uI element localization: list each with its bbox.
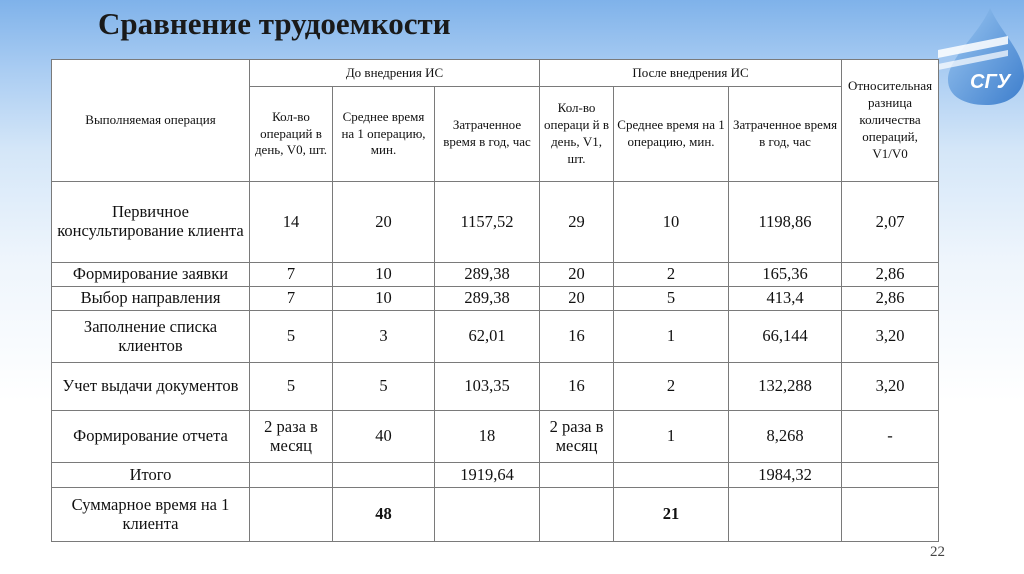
row-t0: 10 (333, 287, 435, 311)
summary-t1: 21 (614, 488, 729, 542)
row-rel: 3,20 (842, 311, 939, 363)
total-empty-cell (250, 463, 333, 488)
row-y1: 165,36 (729, 263, 842, 287)
summary-t0: 48 (333, 488, 435, 542)
summary-empty-cell (842, 488, 939, 542)
row-v1: 16 (540, 363, 614, 411)
row-t1: 2 (614, 363, 729, 411)
row-t0: 5 (333, 363, 435, 411)
row-t0: 40 (333, 411, 435, 463)
row-t0: 3 (333, 311, 435, 363)
header-v0: Кол-во операций в день, V0, шт. (250, 87, 333, 182)
row-v1: 2 раза в месяц (540, 411, 614, 463)
summary-empty-cell (435, 488, 540, 542)
header-relative-diff: Относительная разница количества операций, V1/V0 (842, 60, 939, 182)
table-row (52, 287, 939, 311)
row-t1: 1 (614, 311, 729, 363)
row-v0: 5 (250, 311, 333, 363)
total-y1: 1984,32 (729, 463, 842, 488)
row-y0: 289,38 (435, 287, 540, 311)
summary-empty-cell (250, 488, 333, 542)
slide-title: Сравнение трудоемкости (98, 6, 451, 41)
row-v0: 2 раза в месяц (250, 411, 333, 463)
university-logo (930, 6, 1024, 106)
table-row (52, 363, 939, 411)
labor-comparison-table (51, 59, 939, 542)
row-v0: 7 (250, 263, 333, 287)
table-row (52, 263, 939, 287)
table-row (52, 411, 939, 463)
logo-text: СГУ (970, 71, 1011, 93)
row-v1: 20 (540, 263, 614, 287)
row-rel: 2,86 (842, 263, 939, 287)
row-t1: 1 (614, 411, 729, 463)
row-name: Формирование отчета (52, 411, 250, 463)
row-t0: 10 (333, 263, 435, 287)
row-v1: 16 (540, 311, 614, 363)
summary-empty-cell (540, 488, 614, 542)
total-empty-cell (540, 463, 614, 488)
row-v0: 14 (250, 182, 333, 263)
row-v1: 20 (540, 287, 614, 311)
row-t1: 5 (614, 287, 729, 311)
row-y1: 132,288 (729, 363, 842, 411)
row-y1: 66,144 (729, 311, 842, 363)
row-y0: 62,01 (435, 311, 540, 363)
header-after-group: После внедрения ИС (540, 60, 842, 87)
summary-empty-cell (729, 488, 842, 542)
row-rel: - (842, 411, 939, 463)
total-empty-cell (614, 463, 729, 488)
row-y1: 8,268 (729, 411, 842, 463)
table-header-row (52, 60, 939, 87)
total-empty-cell (333, 463, 435, 488)
row-name: Заполнение списка клиентов (52, 311, 250, 363)
header-y1: Затраченное время в год, час (729, 87, 842, 182)
header-before-group: До внедрения ИС (250, 60, 540, 87)
table-row (52, 182, 939, 263)
table-summary-row (52, 488, 939, 542)
row-y0: 18 (435, 411, 540, 463)
row-rel: 2,86 (842, 287, 939, 311)
row-y0: 289,38 (435, 263, 540, 287)
row-y0: 103,35 (435, 363, 540, 411)
total-y0: 1919,64 (435, 463, 540, 488)
header-y0: Затраченное время в год, час (435, 87, 540, 182)
row-rel: 3,20 (842, 363, 939, 411)
table-total-row (52, 463, 939, 488)
header-v1: Кол-во операци й в день, V1, шт. (540, 87, 614, 182)
row-name: Учет выдачи документов (52, 363, 250, 411)
row-v0: 7 (250, 287, 333, 311)
row-y1: 413,4 (729, 287, 842, 311)
header-t0: Среднее время на 1 операцию, мин. (333, 87, 435, 182)
total-name: Итого (52, 463, 250, 488)
row-v1: 29 (540, 182, 614, 263)
row-name: Формирование заявки (52, 263, 250, 287)
row-name: Выбор направления (52, 287, 250, 311)
row-t1: 2 (614, 263, 729, 287)
header-t1: Среднее время на 1 операцию, мин. (614, 87, 729, 182)
row-y1: 1198,86 (729, 182, 842, 263)
header-operation: Выполняемая операция (52, 60, 250, 182)
total-empty-cell (842, 463, 939, 488)
row-t1: 10 (614, 182, 729, 263)
table-row (52, 311, 939, 363)
row-t0: 20 (333, 182, 435, 263)
row-name: Первичное консультирование клиента (52, 182, 250, 263)
row-rel: 2,07 (842, 182, 939, 263)
row-y0: 1157,52 (435, 182, 540, 263)
slide-number: 22 (930, 544, 945, 560)
summary-name: Суммарное время на 1 клиента (52, 488, 250, 542)
row-v0: 5 (250, 363, 333, 411)
